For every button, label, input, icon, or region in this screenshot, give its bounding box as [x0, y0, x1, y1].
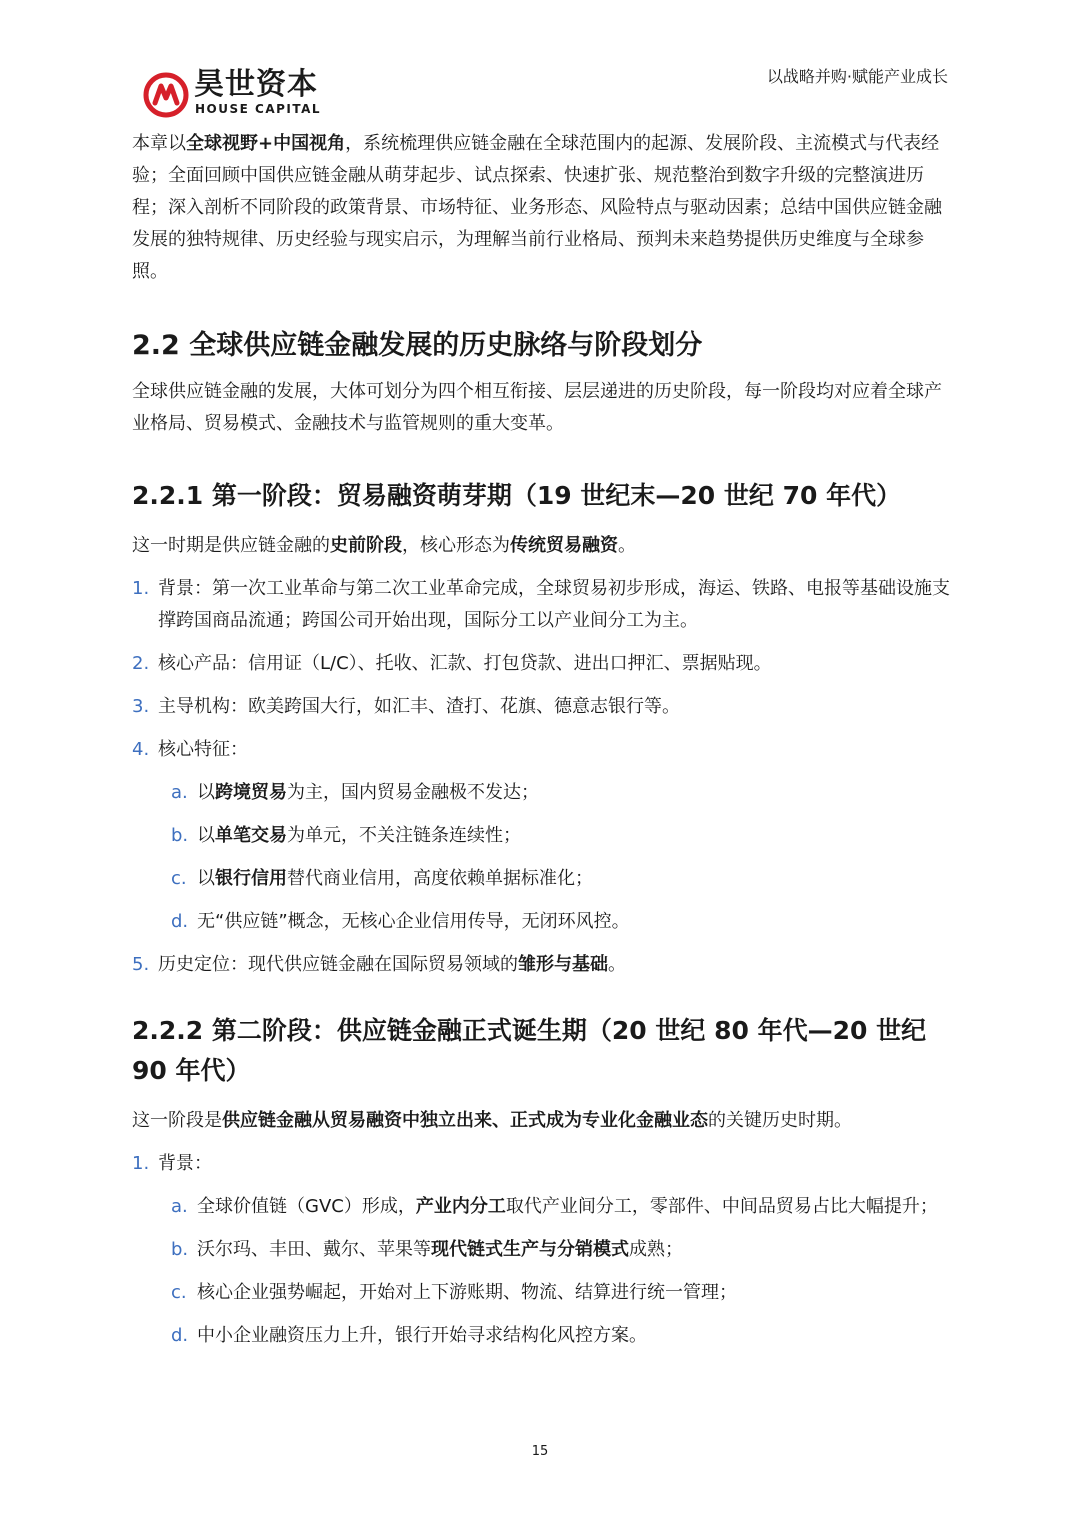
- section-2-2-2-title: 2.2.2 第二阶段：供应链金融正式诞生期（20 世纪 80 年代—20 世纪 90 年代）: [132, 1016, 927, 1085]
- sub-list-item: a. 以跨境贸易为主，国内贸易金融极不发达；: [171, 782, 539, 803]
- header-slogan: 以战略并购·赋能产业成长: [766, 67, 948, 86]
- intro-paragraph: 本章以全球视野+中国视角，系统梳理供应链金融在全球范围内的起源、发展阶段、主流模式与代表经验；全面回顾中国供应链金融从萌芽起步、试点探索、快速扩张、规范整治到数字升级的完整演进历程；深入剖析不同阶段的政策背景、市场特征、业务形态、风险特点与驱动因素；总结中国供应链金融发展的独特规律、历史经验与现实启示，为理解当前行业格局、预判未来趋势提供历史维度与全球参照。: [132, 133, 942, 282]
- logo-chinese-name: 昊世资本: [194, 67, 318, 102]
- section-2-2-2-lead: 这一阶段是供应链金融从贸易融资中独立出来、正式成为专业化金融业态的关键历史时期。: [132, 1110, 852, 1131]
- sub-list-item: a. 全球价值链（GVC）形成，产业内分工取代产业间分工，零部件、中间品贸易占比大幅提升；: [171, 1196, 938, 1217]
- list-item: 1. 背景：第一次工业革命与第二次工业革命完成，全球贸易初步形成，海运、铁路、电报等基础设施支撑跨国商品流通；跨国公司开始出现，国际分工以产业间分工为主。: [132, 578, 950, 631]
- sub-list-item: c. 以银行信用替代商业信用，高度依赖单据标准化；: [171, 868, 593, 889]
- house-capital-logo-icon: [143, 72, 189, 118]
- sub-list-item: b. 沃尔玛、丰田、戴尔、苹果等现代链式生产与分销模式成熟；: [171, 1239, 683, 1260]
- section-2-2-1-title: 2.2.1 第一阶段：贸易融资萌芽期（19 世纪末—20 世纪 70 年代）: [132, 481, 902, 510]
- document-body: [132, 128, 950, 1352]
- sub-list-item: c. 核心企业强势崛起，开始对上下游账期、物流、结算进行统一管理；: [171, 1282, 737, 1303]
- list-item: 1. 背景：: [132, 1153, 212, 1174]
- logo-english-name: HOUSE CAPITAL: [195, 102, 322, 116]
- page-number: 15: [531, 1444, 549, 1459]
- list-item: 4. 核心特征：: [132, 739, 248, 760]
- section-2-2-1-lead: 这一时期是供应链金融的史前阶段，核心形态为传统贸易融资。: [132, 535, 636, 556]
- sub-list-item: b. 以单笔交易为单元，不关注链条连续性；: [171, 825, 521, 846]
- section-2-2-title: 2.2 全球供应链金融发展的历史脉络与阶段划分: [132, 330, 703, 361]
- list-item: 2. 核心产品：信用证（L/C）、托收、汇款、打包贷款、进出口押汇、票据贴现。: [132, 653, 772, 674]
- sub-list-item: d. 无“供应链”概念，无核心企业信用传导，无闭环风控。: [171, 911, 630, 932]
- section-2-2-body: 全球供应链金融的发展，大体可划分为四个相互衔接、层层递进的历史阶段，每一阶段均对应着全球产业格局、贸易模式、金融技术与监管规则的重大变革。: [132, 381, 942, 434]
- list-item: 3. 主导机构：欧美跨国大行，如汇丰、渣打、花旗、德意志银行等。: [132, 696, 680, 717]
- sub-list-item: d. 中小企业融资压力上升，银行开始寻求结构化风控方案。: [171, 1325, 647, 1346]
- list-item: 5. 历史定位：现代供应链金融在国际贸易领域的雏形与基础。: [132, 954, 626, 975]
- page-header: [0, 0, 1080, 130]
